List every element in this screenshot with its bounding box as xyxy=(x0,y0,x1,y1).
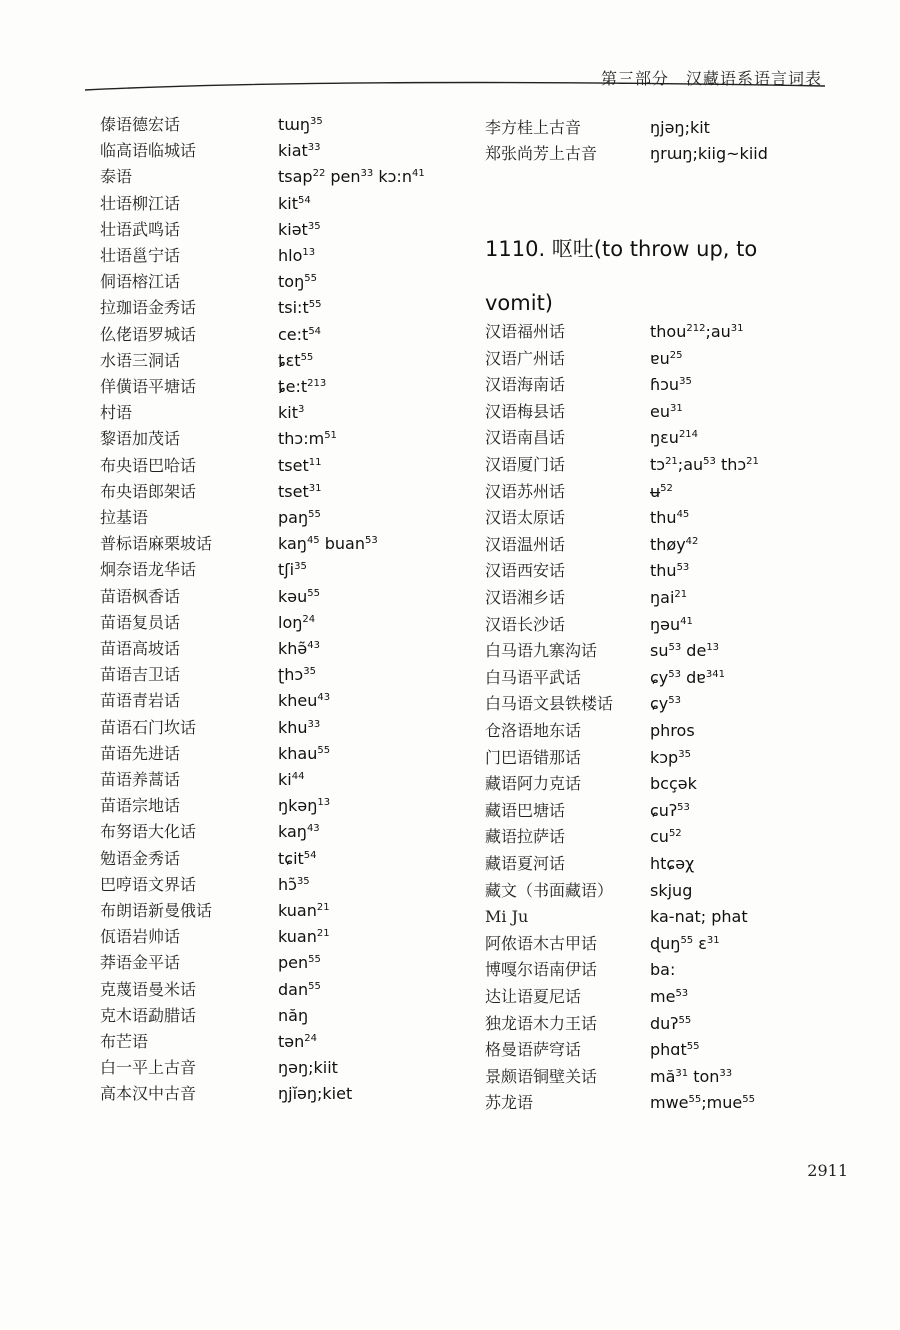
phonetic-form: kɔp$^{35}$ xyxy=(650,747,691,767)
language-name: 阿侬语木古甲话 xyxy=(485,933,598,953)
phonetic-form: $me^{53}$ xyxy=(650,987,689,1006)
language-name: 独龙语木力王话 xyxy=(485,1013,598,1033)
tone-number: 55 xyxy=(308,980,321,992)
tone-number: 55 xyxy=(686,1041,700,1053)
phonetic-form: $tɔ^{21};au^{53}$ thɔ$^{21}$ xyxy=(650,455,759,474)
language-name: 达让语夏尼话 xyxy=(485,987,582,1006)
language-name: 汉语福州话 xyxy=(485,322,566,341)
tone-number: 55 xyxy=(308,954,321,966)
phonetic-form: ŋrɯŋ;kiig~kiid xyxy=(650,144,768,163)
phonetic-form: khə̃$^{43}$ xyxy=(278,639,320,658)
tone-number: 53 xyxy=(677,801,690,813)
tone-number: 214 xyxy=(678,429,699,441)
phonetic-form: $eu^{31}$ xyxy=(650,401,683,421)
language-name: 苗语先进话 xyxy=(100,743,181,763)
tone-number: 55 xyxy=(300,351,314,363)
language-name: 仓洛语地东话 xyxy=(485,721,582,740)
tone-number: 21 xyxy=(316,902,330,913)
phonetic-form: ŋɛu$^{214}$ xyxy=(650,428,699,448)
language-name: 水语三洞话 xyxy=(100,350,181,370)
tone-number: 53 xyxy=(676,562,690,574)
language-name: 白一平上古音 xyxy=(100,1058,197,1078)
phonetic-form: tsap$^{22}$ pen$^{33}$ $kɔ:n^{41}$ xyxy=(278,167,425,187)
phonetic-form: kiət$^{35}$ xyxy=(278,219,321,239)
tone-number: 45 xyxy=(306,535,320,547)
phonetic-form: kiat$^{33}$ xyxy=(278,141,321,161)
tone-number: 31 xyxy=(730,323,744,334)
language-name: 仫佬语罗城话 xyxy=(100,324,197,344)
phonetic-form: $ȶe:t^{213}$ xyxy=(278,377,327,396)
tone-number: 35 xyxy=(679,376,692,388)
language-name: 佤语岩帅话 xyxy=(100,927,181,947)
phonetic-form: năŋ xyxy=(278,1005,309,1025)
phonetic-form: $thou^{212};au^{31}$ xyxy=(650,322,744,341)
language-name: 汉语长沙话 xyxy=(485,614,566,634)
phonetic-form: dan$^{55}$ xyxy=(278,979,321,999)
phonetic-form: kit$^3$ xyxy=(278,403,305,423)
tone-number: 51 xyxy=(324,430,337,442)
tone-number: 13 xyxy=(302,247,316,258)
tone-number: 45 xyxy=(676,509,690,521)
language-name: 藏语夏河话 xyxy=(485,854,566,873)
phonetic-form: phros xyxy=(650,721,695,740)
tone-number: 11 xyxy=(308,456,322,468)
phonetic-form: ʉ$^{52}$ xyxy=(650,481,673,501)
language-name: 黎语加茂话 xyxy=(100,429,181,449)
phonetic-form: ba: xyxy=(650,960,676,980)
phonetic-form: tset$^{11}$ xyxy=(278,455,322,475)
phonetic-form: $su^{53}$ $de^{13}$ xyxy=(650,641,720,661)
tone-number: 33 xyxy=(719,1067,733,1079)
phonetic-form: ɕy$^{53}$ dɐ$^{341}$ xyxy=(650,667,725,687)
tone-number: 21 xyxy=(746,456,759,467)
phonetic-form: kaŋ$^{43}$ xyxy=(278,822,320,842)
phonetic-form: ɐu$^{25}$ xyxy=(650,348,683,368)
language-name: 门巴语错那话 xyxy=(485,747,582,767)
language-name: 苗语青岩话 xyxy=(100,691,181,711)
phonetic-form: tɕit$^{54}$ xyxy=(278,848,317,868)
tone-number: 3 xyxy=(297,404,305,416)
phonetic-form: $tsi:t^{55}$ xyxy=(278,298,322,318)
phonetic-form: ȶɛt$^{55}$ xyxy=(278,350,314,370)
tone-number: 21 xyxy=(674,589,688,600)
phonetic-form: kaŋ$^{45}$ buan$^{53}$ xyxy=(278,534,378,554)
phonetic-form: tʃi$^{35}$ xyxy=(278,560,307,580)
language-name: 白马语文县铁楼话 xyxy=(485,694,614,714)
tone-number: 21 xyxy=(316,928,330,940)
tone-number: 54 xyxy=(297,194,311,206)
language-name: 克木语勐腊话 xyxy=(100,1005,197,1025)
language-name: 临高语临城话 xyxy=(100,141,197,161)
language-name: 布央语巴哈话 xyxy=(100,455,197,475)
tone-number: 54 xyxy=(303,849,317,861)
language-name: 村语 xyxy=(100,403,133,423)
tone-number: 21 xyxy=(665,456,678,467)
phonetic-form: ɖuŋ$^{55}$ ɛ$^{31}$ xyxy=(650,933,720,953)
phonetic-form: duʔ$^{55}$ xyxy=(650,1013,692,1033)
tone-number: 52 xyxy=(660,482,673,494)
tone-number: 54 xyxy=(308,325,322,337)
language-name: 苗语复员话 xyxy=(100,612,181,632)
phonetic-form: hlo$^{13}$ xyxy=(278,246,316,265)
phonetic-form: tɯŋ$^{35}$ xyxy=(278,115,323,134)
tone-number: 44 xyxy=(291,771,305,782)
language-name: 汉语湘乡话 xyxy=(485,588,566,607)
tone-number: 53 xyxy=(675,988,689,999)
phonetic-form: kuan$^{21}$ xyxy=(278,927,330,947)
tone-number: 52 xyxy=(668,828,682,840)
language-name: Mi Ju xyxy=(485,907,529,927)
phonetic-form: bcçək xyxy=(650,774,697,794)
tone-number: 41 xyxy=(680,615,693,627)
language-name: 藏语阿力克话 xyxy=(485,774,582,794)
language-name: 郑张尚芳上古音 xyxy=(485,144,598,163)
tone-number: 24 xyxy=(302,613,316,625)
phonetic-form: ka-nat; phat xyxy=(650,907,748,927)
tone-number: 13 xyxy=(706,642,720,654)
language-name: 汉语梅县话 xyxy=(485,401,566,421)
language-name: 高本汉中古音 xyxy=(100,1084,197,1104)
tone-number: 33 xyxy=(307,142,321,154)
language-name: 侗语榕江话 xyxy=(100,272,181,292)
language-name: 勉语金秀话 xyxy=(100,848,181,868)
language-name: 布努语大化话 xyxy=(100,822,197,842)
tone-number: 33 xyxy=(307,718,321,730)
tone-number: 53 xyxy=(703,456,716,467)
tone-number: 41 xyxy=(411,168,425,180)
language-name: 拉基语 xyxy=(100,508,149,527)
phonetic-form: ŋjĭəŋ;kiet xyxy=(278,1084,353,1104)
language-name: 苗语高坡话 xyxy=(100,639,181,658)
language-name: 汉语苏州话 xyxy=(485,481,566,501)
language-name: 汉语温州话 xyxy=(485,534,566,554)
tone-number: 31 xyxy=(675,1067,689,1079)
language-name: 汉语太原话 xyxy=(485,508,566,528)
tone-number: 53 xyxy=(365,535,378,547)
phonetic-form: ŋəu$^{41}$ xyxy=(650,614,693,634)
language-name: 壮语柳江话 xyxy=(100,193,181,213)
phonetic-form: $ki^{44}$ xyxy=(278,770,305,789)
tone-number: 35 xyxy=(296,875,310,887)
phonetic-form: ʈhɔ$^{35}$ xyxy=(278,665,316,685)
phonetic-form: skjug xyxy=(650,880,693,900)
phonetic-form: thu$^{45}$ xyxy=(650,508,690,528)
language-name: 布芒语 xyxy=(100,1032,149,1051)
language-name: 莽语金平话 xyxy=(100,953,181,973)
right-word-list xyxy=(485,320,845,1330)
phonetic-form: ɕuʔ$^{53}$ xyxy=(650,800,690,820)
language-name: 白马语平武话 xyxy=(485,667,582,687)
tone-number: 42 xyxy=(685,535,699,547)
phonetic-form: phɑt$^{55}$ xyxy=(650,1040,700,1060)
language-name: 普标语麻栗坡话 xyxy=(100,534,213,554)
language-name: 苗语宗地话 xyxy=(100,796,181,816)
tone-number: 22 xyxy=(312,168,326,180)
header-rule xyxy=(85,78,825,92)
tone-number: 24 xyxy=(304,1033,317,1044)
tone-number: 55 xyxy=(680,934,694,946)
language-name: 苗语吉卫话 xyxy=(100,665,181,685)
language-name: 李方桂上古音 xyxy=(485,118,582,137)
language-name: 景颇语铜壁关话 xyxy=(485,1066,598,1086)
tone-number: 35 xyxy=(294,561,307,573)
tone-number: 213 xyxy=(307,378,327,389)
tone-number: 55 xyxy=(304,273,317,285)
tone-number: 13 xyxy=(317,797,331,809)
phonetic-form: tset$^{31}$ xyxy=(278,481,322,501)
phonetic-form: khau$^{55}$ xyxy=(278,743,331,763)
phonetic-form: khu$^{33}$ xyxy=(278,717,321,737)
language-name: 苗语石门坎话 xyxy=(100,717,197,737)
language-name: 汉语厦门话 xyxy=(485,455,566,474)
phonetic-form: mwe$^{55}$;mue$^{55}$ xyxy=(650,1093,755,1113)
language-name: 藏语巴塘话 xyxy=(485,800,566,820)
phonetic-form: $mă^{31}$ ton$^{33}$ xyxy=(650,1066,733,1086)
language-name: 布央语郎架话 xyxy=(100,481,197,501)
tone-number: 341 xyxy=(705,668,725,680)
language-name: 巴哼语文界话 xyxy=(100,874,197,894)
language-name: 拉珈语金秀话 xyxy=(100,298,197,318)
phonetic-form: loŋ$^{24}$ xyxy=(278,612,316,632)
page-number: 2911 xyxy=(807,1161,848,1180)
language-name: 苗语养蒿话 xyxy=(100,770,181,789)
phonetic-form: kit$^{54}$ xyxy=(278,193,311,213)
tone-number: 55 xyxy=(317,744,331,756)
phonetic-form: $ce:t^{54}$ xyxy=(278,324,322,344)
tone-number: 35 xyxy=(303,666,316,678)
tone-number: 35 xyxy=(307,220,321,232)
language-name: 布朗语新曼俄话 xyxy=(100,901,213,920)
language-name: 壮语武鸣话 xyxy=(100,219,181,239)
tone-number: 35 xyxy=(678,748,691,760)
language-name: 佯僙语平塘话 xyxy=(100,377,197,396)
phonetic-form: pen$^{55}$ xyxy=(278,953,321,973)
language-name: 汉语广州话 xyxy=(485,348,566,368)
tone-number: 25 xyxy=(669,349,683,361)
language-name: 藏文（书面藏语） xyxy=(485,880,614,900)
phonetic-form: ŋjəŋ;kit xyxy=(650,118,710,137)
phonetic-form: tən$^{24}$ xyxy=(278,1032,317,1051)
section-heading: 1110. 呕吐(to throw up, to vomit) xyxy=(485,237,758,315)
phonetic-form: htɕəχ xyxy=(650,854,695,873)
tone-number: 53 xyxy=(668,642,682,654)
tone-number: 53 xyxy=(668,668,681,680)
language-name: 汉语南昌话 xyxy=(485,428,566,448)
phonetic-form: $thɔ:m^{51}$ xyxy=(278,429,337,449)
tone-number: 31 xyxy=(308,482,322,494)
phonetic-form: $cu^{52}$ xyxy=(650,827,682,847)
language-name: 博嘎尔语南伊话 xyxy=(485,960,598,980)
language-name: 苏龙语 xyxy=(485,1093,534,1113)
phonetic-form: hɔ̃$^{35}$ xyxy=(278,874,310,894)
tone-number: 35 xyxy=(310,116,323,127)
tone-number: 43 xyxy=(317,692,331,704)
left-word-list xyxy=(100,113,460,1123)
language-name: 傣语德宏话 xyxy=(100,115,181,134)
phonetic-form: thøy$^{42}$ xyxy=(650,534,699,554)
phonetic-form: toŋ$^{55}$ xyxy=(278,272,317,292)
tone-number: 55 xyxy=(307,587,320,599)
tone-number: 55 xyxy=(308,299,322,311)
tone-number: 55 xyxy=(742,1094,755,1106)
phonetic-form: ŋəŋ;kiit xyxy=(278,1058,338,1078)
tone-number: 53 xyxy=(668,695,681,707)
tone-number: 55 xyxy=(688,1094,702,1106)
language-name: 泰语 xyxy=(100,167,133,187)
tone-number: 55 xyxy=(678,1014,692,1026)
language-name: 格曼语萨穹话 xyxy=(485,1040,582,1060)
tone-number: 31 xyxy=(706,934,720,946)
language-name: 克蔑语曼米话 xyxy=(100,979,197,999)
phonetic-form: thu$^{53}$ xyxy=(650,561,690,581)
tone-number: 31 xyxy=(669,402,683,414)
tone-number: 43 xyxy=(306,823,320,835)
phonetic-form: ŋai$^{21}$ xyxy=(650,588,688,607)
language-name: 汉语西安话 xyxy=(485,561,566,581)
phonetic-form: ɦɔu$^{35}$ xyxy=(650,375,692,395)
phonetic-form: kheu$^{43}$ xyxy=(278,691,331,711)
language-name: 藏语拉萨话 xyxy=(485,827,566,847)
phonetic-form: ŋkəŋ$^{13}$ xyxy=(278,796,331,816)
language-name: 苗语枫香话 xyxy=(100,586,181,606)
tone-number: 55 xyxy=(308,509,321,520)
tone-number: 33 xyxy=(360,168,374,180)
tone-number: 212 xyxy=(686,323,706,334)
phonetic-form: paŋ$^{55}$ xyxy=(278,508,321,527)
language-name: 炯奈语龙华话 xyxy=(100,560,197,580)
phonetic-form: ɕy$^{53}$ xyxy=(650,694,681,714)
language-name: 壮语邕宁话 xyxy=(100,246,181,265)
phonetic-form: kəu$^{55}$ xyxy=(278,586,320,606)
language-name: 汉语海南话 xyxy=(485,375,566,395)
tone-number: 43 xyxy=(307,640,320,651)
running-header-title: 第三部分 汉藏语系语言词表 xyxy=(600,69,822,88)
language-name: 白马语九寨沟话 xyxy=(485,641,598,661)
phonetic-form: kuan$^{21}$ xyxy=(278,901,330,920)
